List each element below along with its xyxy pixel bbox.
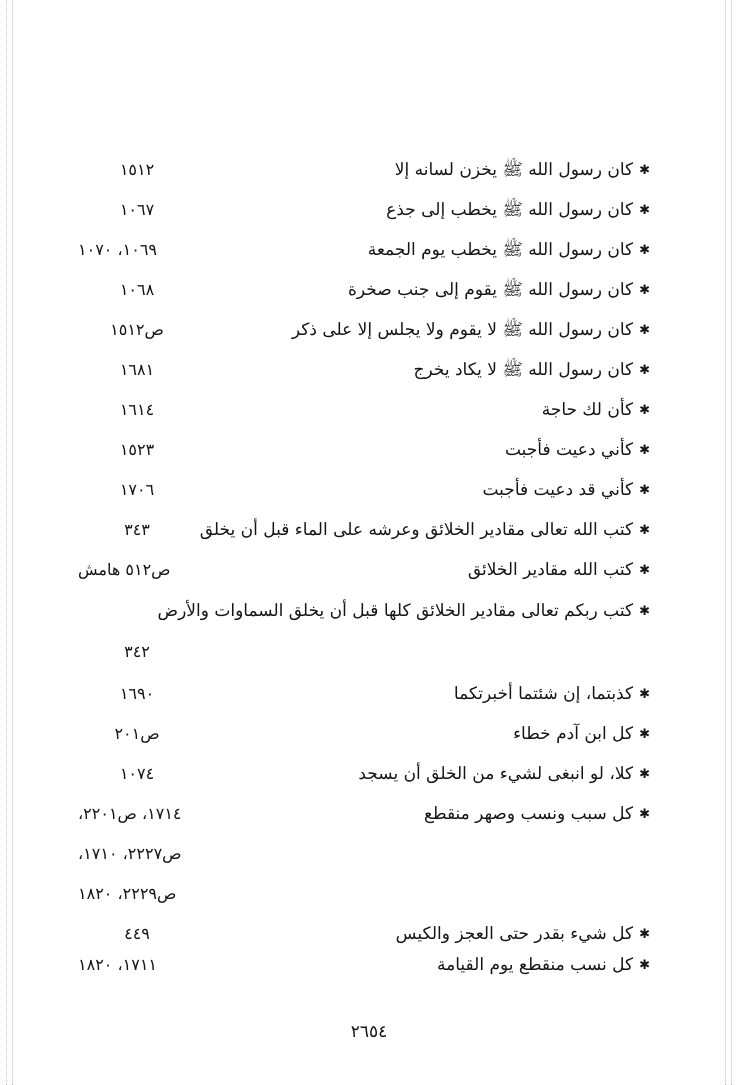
star-bullet-icon: ✱	[639, 243, 650, 258]
page-number: ٢٦٥٤	[350, 1022, 388, 1042]
star-bullet-icon: ✱	[639, 203, 650, 218]
entry-text	[414, 350, 650, 391]
index-entry	[78, 190, 650, 230]
entry-phrase: كلا، لو انبغى لشيء من الخلق أن يسجد	[358, 764, 634, 784]
star-bullet-icon: ✱	[639, 563, 650, 578]
index-entry	[78, 945, 650, 985]
star-bullet-icon: ✱	[639, 403, 650, 418]
entry-reference: ١٧١١، ١٨٢٠	[78, 955, 157, 974]
star-bullet-icon: ✱	[639, 687, 650, 702]
entry-phrase: كذبتما، إن شئتما أخبرتكما	[453, 684, 634, 704]
entry-reference: ١٥١٢	[119, 160, 155, 179]
entry-text	[424, 794, 650, 835]
index-entry	[78, 430, 650, 470]
entry-phrase: كل شيء بقدر حتى العجز والكيس	[395, 924, 634, 944]
star-bullet-icon: ✱	[639, 443, 650, 458]
index-entry	[78, 270, 650, 310]
star-bullet-icon: ✱	[639, 523, 650, 538]
star-bullet-icon: ✱	[639, 283, 650, 298]
star-bullet-icon: ✱	[639, 958, 650, 973]
star-bullet-icon: ✱	[639, 604, 650, 619]
entry-phrase: كل نسب منقطع يوم القيامة	[437, 955, 634, 975]
entry-reference: ٣٤٣	[124, 520, 150, 539]
index-entry	[78, 510, 650, 550]
entry-reference: ١٠٦٧	[119, 200, 155, 219]
hadith-index-list	[78, 150, 650, 985]
index-entry	[78, 550, 650, 590]
page-edge-left-outer	[6, 0, 7, 1085]
entry-reference: ١٠٧٤	[119, 764, 155, 783]
entry-phrase: كتب الله تعالى مقادير الخلائق وعرشه على الماء قبل أن يخلق	[199, 520, 634, 540]
entry-phrase: كان رسول الله ﷺ يقوم إلى جنب صخرة	[348, 280, 634, 300]
entry-phrase: كان رسول الله ﷺ يخطب يوم الجمعة	[367, 240, 634, 260]
entry-text	[482, 470, 650, 511]
entry-text	[386, 190, 650, 231]
entry-phrase: كأن لك حاجة	[541, 400, 634, 420]
index-entry	[78, 470, 650, 510]
entry-text	[437, 945, 650, 986]
star-bullet-icon: ✱	[639, 807, 650, 822]
index-entry	[78, 350, 650, 390]
entry-reference: ص٢٠١	[114, 724, 160, 743]
entry-text	[348, 270, 650, 311]
entry-phrase: كان رسول الله ﷺ يخزن لسانه إلا	[394, 160, 634, 180]
entry-text	[468, 550, 650, 591]
star-bullet-icon: ✱	[639, 927, 650, 942]
entry-phrase: كان رسول الله ﷺ لا يقوم ولا يجلس إلا على ذكر	[291, 320, 634, 340]
star-bullet-icon: ✱	[639, 163, 650, 178]
entry-reference: ٣٤٢	[124, 642, 150, 661]
entry-phrase: كتب الله مقادير الخلائق	[467, 560, 634, 580]
entry-text	[542, 390, 650, 431]
index-entry	[78, 714, 650, 754]
entry-reference: ١٠٦٩، ١٠٧٠	[78, 240, 157, 259]
entry-phrase: كل سبب ونسب وصهر منقطع	[423, 804, 634, 824]
entry-text	[505, 430, 650, 471]
entry-text	[395, 150, 650, 191]
entry-reference: ص٥١٢ هامش	[78, 560, 171, 579]
page-edge-left-inner	[12, 0, 13, 1085]
index-entry	[78, 754, 650, 794]
entry-phrase: كان رسول الله ﷺ يخطب إلى جذع	[386, 200, 634, 220]
entry-phrase: كان رسول الله ﷺ لا يكاد يخرج	[413, 360, 634, 380]
entry-reference: ١٧٠٦	[119, 480, 155, 499]
index-entry	[78, 590, 650, 674]
entry-text	[200, 510, 650, 551]
entry-reference: ١٧١٤، ص٢٢٠١،	[78, 804, 182, 823]
star-bullet-icon: ✱	[639, 767, 650, 782]
entry-text	[358, 754, 650, 795]
entry-text	[513, 714, 650, 755]
page-edge-right-inner	[725, 0, 726, 1085]
entry-text	[292, 310, 650, 351]
entry-reference-continued: ص٢٢٢٩، ١٨٢٠	[78, 884, 177, 903]
index-entry	[78, 150, 650, 190]
entry-text	[368, 230, 650, 271]
entry-reference: ٤٤٩	[124, 924, 150, 943]
star-bullet-icon: ✱	[639, 323, 650, 338]
entry-reference: ص١٥١٢	[110, 320, 164, 339]
entry-text	[78, 590, 650, 633]
entry-reference: ١٠٦٨	[119, 280, 155, 299]
index-entry	[78, 230, 650, 270]
star-bullet-icon: ✱	[639, 363, 650, 378]
entry-text	[454, 674, 650, 715]
star-bullet-icon: ✱	[639, 483, 650, 498]
entry-phrase: كأني قد دعيت فأجبت	[482, 480, 634, 500]
entry-reference-continued: ص٢٢٢٧، ١٧١٠،	[78, 844, 182, 863]
page-edge-right-outer	[731, 0, 732, 1085]
star-bullet-icon: ✱	[639, 727, 650, 742]
entry-phrase: كل ابن آدم خطاء	[513, 724, 634, 744]
index-entry	[78, 390, 650, 430]
entry-reference: ١٦١٤	[119, 400, 155, 419]
index-entry	[78, 310, 650, 350]
index-entry	[78, 794, 650, 834]
entry-phrase: كتب ربكم تعالى مقادير الخلائق كلها قبل أن يخلق السماوات والأرض	[157, 601, 634, 621]
entry-reference: ١٥٢٣	[119, 440, 155, 459]
index-entry	[78, 674, 650, 714]
entry-phrase: كأني دعيت فأجبت	[504, 440, 634, 460]
entry-reference: ١٦٨١	[119, 360, 155, 379]
entry-reference: ١٦٩٠	[119, 684, 155, 703]
